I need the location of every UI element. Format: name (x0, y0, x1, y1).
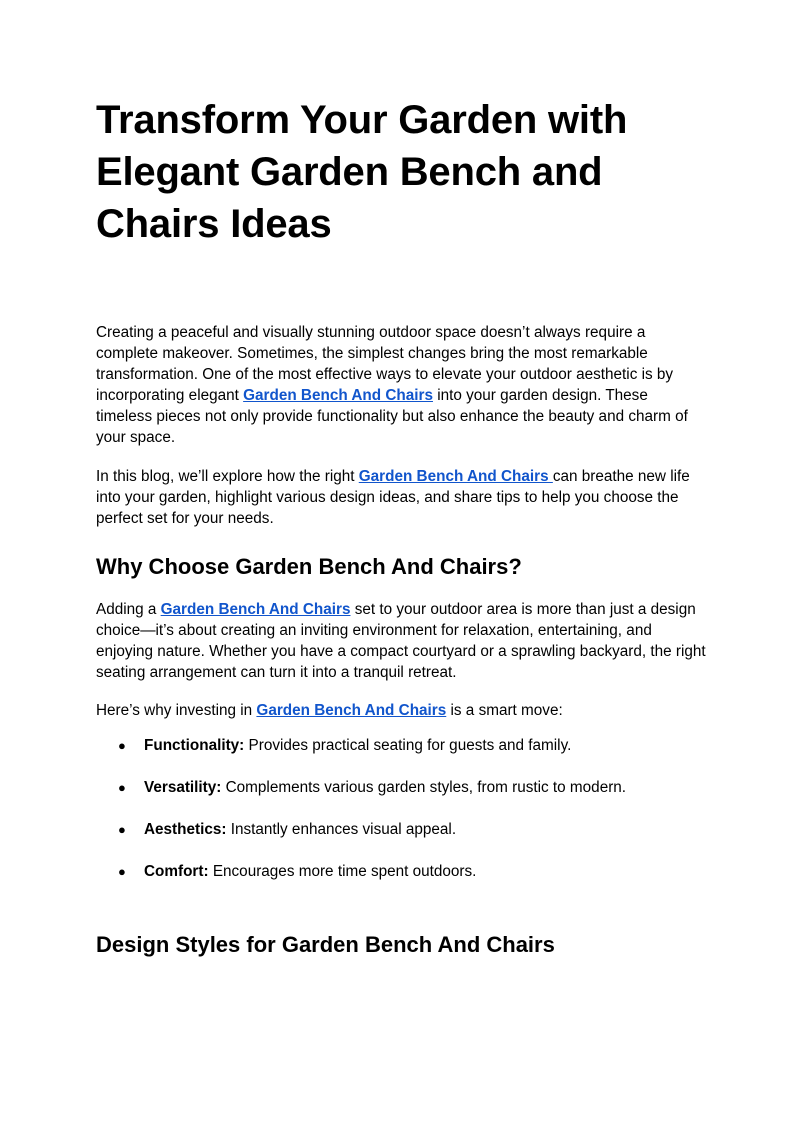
blog-paragraph (96, 466, 706, 529)
bullet-label: Functionality: (144, 737, 245, 754)
section-heading-why-choose: Why Choose Garden Bench And Chairs? (96, 554, 522, 579)
bullet-icon: ● (118, 864, 126, 879)
why-text-before: Adding a (96, 601, 161, 618)
garden-bench-link-2[interactable]: Garden Bench And Chairs (358, 468, 553, 485)
investing-text-before: Here’s why investing in (96, 702, 257, 719)
section-heading-design-styles: Design Styles for Garden Bench And Chairs (96, 932, 555, 957)
bullet-text: Complements various garden styles, from rustic to modern. (221, 779, 627, 796)
intro-text-before: Creating a peaceful and visually stunning outdoor space doesn’t always require a complete makeover. Sometimes, the simplest changes bring the most remarkable transformation. One of the most effective ways to elevate your outdoor aesthetic is by incorporating elegant (96, 324, 674, 404)
investing-text-after: is a smart move: (446, 702, 563, 719)
garden-bench-link-4[interactable]: Garden Bench And Chairs (256, 702, 447, 719)
bullet-label: Aesthetics: (144, 821, 227, 838)
page-title (96, 94, 706, 250)
intro-paragraph (96, 322, 706, 448)
bullet-text: Provides practical seating for guests and family. (244, 737, 572, 754)
investing-paragraph (96, 700, 706, 721)
benefits-list (96, 735, 706, 903)
list-item (96, 777, 706, 819)
list-item (96, 735, 706, 777)
title-line-3: Chairs Ideas (96, 202, 332, 246)
bullet-text: Encourages more time spent outdoors. (208, 863, 477, 880)
why-choose-paragraph (96, 599, 706, 683)
bullet-icon: ● (118, 780, 126, 795)
title-line-1: Transform Your Garden with (96, 98, 628, 142)
list-item (96, 819, 706, 861)
garden-bench-link-1[interactable]: Garden Bench And Chairs (243, 387, 433, 404)
bullet-icon: ● (118, 738, 126, 753)
blog-text-after: can breathe new life into your garden, highlight various design ideas, and share tips to help you choose the perfect set for your needs. (96, 468, 690, 527)
garden-bench-link-3[interactable]: Garden Bench And Chairs (160, 601, 351, 618)
bullet-label: Comfort: (144, 863, 209, 880)
bullet-label: Versatility: (144, 779, 222, 796)
blog-text-before: In this blog, we’ll explore how the right (96, 468, 359, 485)
title-line-2: Elegant Garden Bench and (96, 150, 603, 194)
why-text-after: set to your outdoor area is more than just a design choice—it’s about creating an inviting environment for relaxation, entertaining, and enjoying nature. Whether you have a compact courtyard or a sprawling backyard, the right seating arrangement can turn it into a tranquil retreat. (96, 601, 706, 681)
list-item (96, 861, 706, 903)
intro-text-after: into your garden design. These timeless pieces not only provide functionality but also enhance the beauty and charm of your space. (96, 387, 688, 446)
bullet-icon: ● (118, 822, 126, 837)
bullet-text: Instantly enhances visual appeal. (226, 821, 457, 838)
